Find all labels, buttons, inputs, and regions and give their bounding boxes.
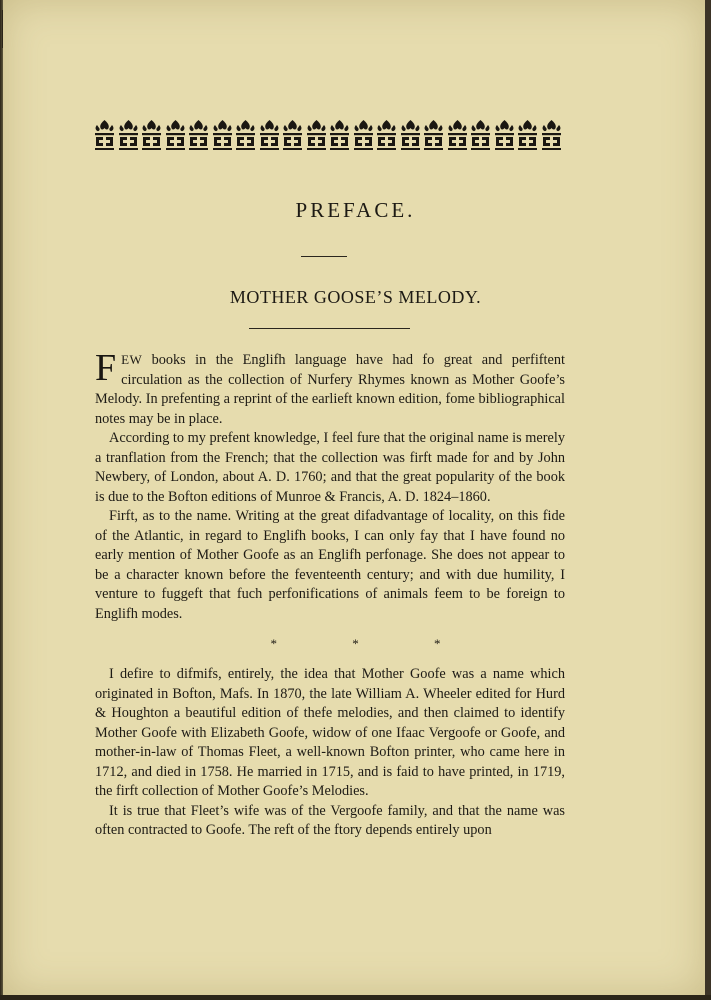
ornament-fleuron	[447, 119, 468, 151]
ornament-fleuron	[259, 119, 280, 151]
page-right-edge	[705, 0, 711, 1000]
ornament-fleuron	[188, 119, 209, 151]
paragraph-5: It is true that Fleet’s wife was of the Vergoofe family, and that the name was often contracted to Goofe. The reft of the ftory depends entirely upon	[95, 802, 565, 838]
body-text-lower	[95, 665, 565, 841]
ornament-fleuron	[141, 119, 162, 151]
subtitle-rule	[249, 328, 410, 329]
ornament-fleuron	[541, 119, 562, 151]
ornament-fleuron	[94, 119, 115, 151]
ornament-fleuron	[306, 119, 327, 151]
body-text-upper	[95, 347, 565, 624]
paragraph-3: Firft, as to the name. Writing at the great difadvantage of locality, on this fide of the Atlantic, in regard to Englifh books, I can only fay that I have found no early mention of Mother Goofe as an Englifh perfonage. She does not appear to be a character known before the feventeenth century; and with due humility, I venture to fuggeft that fuch perfonifications of animals feem to be foreign to Englifh modes.	[95, 508, 565, 622]
ornament-fleuron	[212, 119, 233, 151]
paragraph-1-smallcaps: EW	[121, 352, 143, 367]
ornament-fleuron	[376, 119, 397, 151]
section-break-asterisms: * * *	[270, 636, 477, 651]
ornament-fleuron	[400, 119, 421, 151]
ornament-fleuron	[470, 119, 491, 151]
section-subtitle: MOTHER GOOSE’S MELODY.	[229, 287, 482, 307]
page-title: PREFACE.	[295, 198, 416, 222]
ornament-fleuron	[235, 119, 256, 151]
title-rule	[301, 256, 347, 257]
ornament-fleuron	[494, 119, 515, 151]
ornament-fleuron	[282, 119, 303, 151]
ornament-fleuron	[118, 119, 139, 151]
ornament-fleuron	[517, 119, 538, 151]
paragraph-1	[95, 347, 565, 429]
decorative-headpiece-ornament	[94, 118, 562, 152]
ornament-fleuron	[329, 119, 350, 151]
page-bottom-edge	[0, 995, 711, 1000]
paragraph-2: According to my prefent knowledge, I feel fure that the original name is merely a tranflation from the French; that the collection was firft made for and by John Newbery, of London, about A. D. 1760; and that the great popularity of the book is due to the Bofton editions of Munroe & Francis, A. D. 1824–1860.	[95, 430, 565, 505]
ornament-fleuron	[353, 119, 374, 151]
drop-cap: F	[95, 347, 117, 389]
paragraph-1-text: books in the Englifh language have had fo great and perfiftent circulation as the collection of Nurfery Rhymes known as Mother Goofe’s Melody. In prefenting a reprint of the earlieft known edition, fome bibliographical notes may be in place.	[95, 352, 565, 427]
ornament-fleuron	[423, 119, 444, 151]
paragraph-4: I defire to difmifs, entirely, the idea that Mother Goofe was a name which originated in Bofton, Mafs. In 1870, the late William A. Wheeler edited for Hurd & Houghton a beautiful edition of thefe melodies, and then claimed to identify Mother Goofe with Elizabeth Goofe, widow of one Ifaac Vergoofe or Goofe, and mother-in-law of Thomas Fleet, a well-known Bofton printer, who came here in 1712, and died in 1758. He married in 1715, and is faid to have printed, in 1719, the firft collection of Mother Goofe’s Melodies.	[95, 666, 565, 799]
ornament-fleuron	[165, 119, 186, 151]
